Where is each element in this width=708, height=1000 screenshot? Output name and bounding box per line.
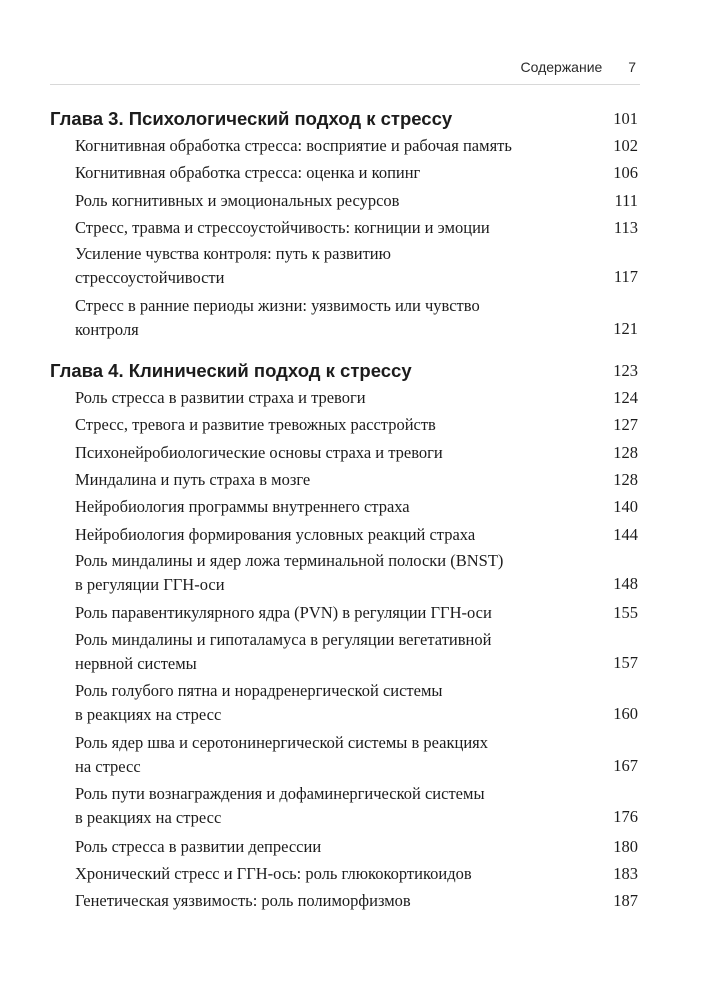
toc-entry[interactable] [75, 888, 640, 914]
toc-entry[interactable] [75, 628, 640, 676]
toc-entry-line: в регуляции ГГН-оси [75, 574, 225, 594]
toc-entry[interactable] [75, 215, 640, 241]
toc-entry[interactable] [75, 294, 640, 342]
toc-entry-line: Когнитивная обработка стресса: восприятие и рабочая память [75, 136, 512, 155]
toc-entry[interactable] [75, 861, 640, 887]
toc-entry-line: на стресс [75, 756, 141, 776]
toc-entry-page-number: 183 [613, 863, 638, 883]
toc-entry-line: Роль стресса в развитии депрессии [75, 836, 322, 856]
toc-entry-line: нервной системы [75, 653, 197, 673]
toc-entry[interactable] [75, 522, 640, 548]
toc-entry-line: Роль пути вознаграждения и дофаминергической системы [75, 784, 485, 804]
toc-entry-title [75, 731, 570, 779]
toc-entry-page-number: 187 [613, 891, 638, 911]
toc-entry-page-number: 176 [613, 807, 638, 827]
toc-entry-line: Генетическая уязвимость: роль полиморфизмов [75, 891, 411, 911]
toc-entry[interactable] [75, 188, 640, 214]
toc-entry-page-number: 155 [613, 603, 638, 623]
toc-entry-line: контроля [75, 319, 139, 339]
toc-entry-page-number: 148 [613, 573, 638, 593]
toc-entry-page-number: 106 [613, 163, 638, 183]
toc-entry-page-number: 127 [613, 415, 638, 435]
toc-entry-title [75, 888, 570, 914]
toc-entry-line: Роль стресса в развитии страха и тревоги [75, 388, 366, 407]
toc-entry-line: Роль миндалины и ядер ложа терминальной полоски (BNST) [75, 550, 504, 570]
toc-entry-page-number: 157 [613, 652, 638, 672]
toc-entry[interactable] [75, 782, 640, 830]
chapter-heading[interactable] [50, 108, 640, 130]
toc-entry-line: Роль паравентикулярного ядра (PVN) в регуляции ГГН-оси [75, 603, 492, 623]
toc-entry[interactable] [75, 549, 640, 597]
toc-entry[interactable] [75, 600, 640, 626]
toc-entry[interactable] [75, 494, 640, 520]
toc-entry-line: Миндалина и путь страха в мозге [75, 469, 311, 489]
toc-entry-line: Роль голубого пятна и норадренергической системы [75, 681, 443, 701]
toc-entry-title [75, 242, 570, 290]
toc-entry-title [75, 385, 570, 411]
toc-entry-line: Роль миндалины и гипоталамуса в регуляции вегетативной [75, 629, 492, 649]
toc-entry-title [75, 834, 570, 860]
toc-entry-title [75, 133, 570, 159]
toc-entry-page-number: 144 [613, 524, 638, 544]
toc-entry-page-number: 180 [613, 836, 638, 856]
toc-entry-title [75, 549, 570, 597]
toc-entry-line: Стресс, тревога и развитие тревожных расстройств [75, 415, 436, 435]
toc-entry-page-number: 111 [614, 190, 638, 210]
toc-entry[interactable] [75, 467, 640, 493]
toc-entry-title [75, 494, 570, 520]
running-header [520, 59, 636, 75]
toc-entry[interactable] [75, 731, 640, 779]
toc-entry-page-number: 160 [613, 704, 638, 724]
toc-entry-line: Нейробиология формирования условных реакций страха [75, 524, 476, 544]
toc-entry-title [75, 160, 570, 186]
toc-entry-page-number: 140 [613, 497, 638, 517]
toc-entry-line: в реакциях на стресс [75, 808, 222, 828]
toc-entry-page-number: 167 [613, 755, 638, 775]
toc-entry-line: Нейробиология программы внутреннего страха [75, 497, 410, 517]
toc-entry[interactable] [75, 679, 640, 727]
chapter-title: Глава 4. Клинический подход к стрессу [50, 360, 412, 381]
toc-entry-title [75, 600, 570, 626]
toc-entry-line: Усиление чувства контроля: путь к развитию [75, 244, 391, 264]
toc-entry-title [75, 215, 570, 241]
toc-entry-title [75, 440, 570, 466]
toc-entry-line: в реакциях на стресс [75, 705, 222, 725]
toc-entry-page-number: 113 [613, 217, 638, 237]
toc-entry[interactable] [75, 133, 640, 159]
toc-entry-title [75, 679, 570, 727]
toc-entry-page-number: 102 [613, 136, 638, 155]
toc-entry-line: Роль ядер шва и серотонинергической системы в реакциях [75, 732, 489, 752]
toc-entry-line: Роль когнитивных и эмоциональных ресурсов [75, 190, 400, 210]
toc-entry-line: стрессоустойчивости [75, 268, 225, 288]
toc-entry[interactable] [75, 385, 640, 411]
toc-entry-title [75, 412, 570, 438]
toc-entry-title [75, 522, 570, 548]
toc-entry[interactable] [75, 834, 640, 860]
toc-entry-page-number: 128 [613, 442, 638, 462]
toc-entry-page-number: 128 [613, 469, 638, 489]
toc-entry-line: Стресс, травма и стрессоустойчивость: когниции и эмоции [75, 217, 490, 237]
toc-entry-title [75, 782, 570, 830]
toc-entry-title [75, 294, 570, 342]
running-header-section: Содержание [520, 59, 603, 75]
toc-entry[interactable] [75, 242, 640, 290]
chapter-heading[interactable] [50, 360, 640, 382]
toc-entry-line: Психонейробиологические основы страха и тревоги [75, 442, 443, 462]
chapter-page-number: 123 [613, 361, 638, 380]
toc-entry-page-number: 121 [613, 318, 638, 338]
chapter-title: Глава 3. Психологический подход к стрессу [50, 108, 453, 129]
toc-entry[interactable] [75, 440, 640, 466]
toc-entry-line: Стресс в ранние периоды жизни: уязвимость или чувство [75, 295, 480, 315]
toc-entry-line: Хронический стресс и ГГН-ось: роль глюкокортикоидов [75, 863, 472, 883]
running-header-page-number: 7 [628, 59, 636, 75]
toc-entry-page-number: 117 [613, 267, 638, 287]
toc-entry-line: Когнитивная обработка стресса: оценка и копинг [75, 163, 421, 183]
toc-entry-title [75, 188, 570, 214]
toc-entry-title [75, 467, 570, 493]
chapter-page-number: 101 [613, 109, 638, 128]
toc-entry[interactable] [75, 412, 640, 438]
toc-entry-title [75, 628, 570, 676]
toc-entry-title [75, 861, 570, 887]
toc-entry-page-number: 124 [613, 388, 638, 407]
header-rule [50, 84, 640, 85]
toc-entry[interactable] [75, 160, 640, 186]
